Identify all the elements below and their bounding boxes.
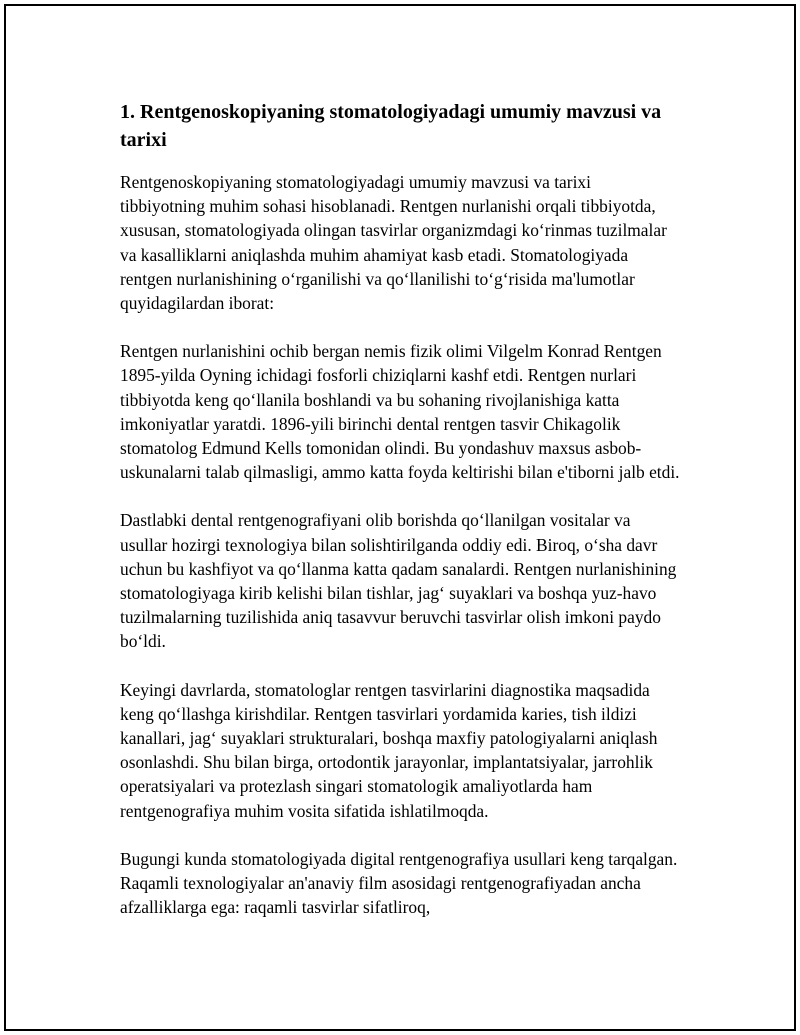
page-frame: [4, 4, 796, 1031]
paragraph-digital: Bugungi kunda stomatologiyada digital rentgenografiya usullari keng tarqalgan. Raqamli texnologiyalar an'anaviy film asosidagi rentgenografiyadan ancha afzalliklarga ega: raqamli tasvirlar sifatliroq,: [120, 848, 678, 918]
paragraph-early-methods: Dastlabki dental rentgenografiyani olib borishda qo‘llanilgan vositalar va usullar hozirgi texnologiya bilan solishtirilganda oddiy edi. Biroq, o‘sha davr uchun bu kashfiyot va qo‘llanma katta qadam sanalardi. Rentgen nurlanishining stomatologiyaga kirib kelishi bilan tishlar, jag‘ suyaklari va boshqa yuz-havo tuzilmalarning tuzilishida aniq tasavvur beruvchi tasvirlar olish imkoni paydo bo‘ldi.: [120, 510, 677, 652]
document-body: [120, 98, 700, 943]
paragraph-diagnostics: Keyingi davrlarda, stomatologlar rentgen tasvirlarini diagnostika maqsadida keng qo‘llashga kirishdilar. Rentgen tasvirlari yordamida karies, tish ildizi kanallari, jag‘ suyaklari strukturalari, boshqa maxfiy patologiyalarni aniqlash osonlashdi. Shu bilan birga, ortodontik jarayonlar, implantatsiyalar, jarrohlik operatsiyalari va protezlash singari stomatologik amaliyotlarda ham rentgenografiya muhim vosita sifatida ishlatilmoqda.: [120, 679, 658, 821]
paragraph-discovery: Rentgen nurlanishini ochib bergan nemis fizik olimi Vilgelm Konrad Rentgen 1895-yilda Oyning ichidagi fosforli chiziqlarni kashf etdi. Rentgen nurlari tibbiyotda keng qo‘llanila boshlandi va bu sohaning rivojlanishiga katta imkoniyatlar yaratdi. 1896-yili birinchi dental rentgen tasvir Chikagolik stomatolog Edmund Kells tomonidan olindi. Bu yondashuv maxsus asbob-uskunalarni talab qilmasligi, ammo katta foyda keltirishi bilan e'tiborni jalb etdi.: [120, 341, 680, 483]
paragraph-intro: Rentgenoskopiyaning stomatologiyadagi umumiy mavzusi va tarixi tibbiyotning muhim sohasi hisoblanadi. Rentgen nurlanishi orqali tibbiyotda, xususan, stomatologiyada olingan tasvirlar organizmdagi ko‘rinmas tuzilmalar va kasalliklarni aniqlashda muhim ahamiyat kasb etadi. Stomatologiyada rentgen nurlanishining o‘rganilishi va qo‘llanilishi to‘g‘risida ma'lumotlar quyidagilardan iborat:: [120, 172, 667, 314]
section-heading: 1. Rentgenoskopiyaning stomatologiyadagi umumiy mavzusi va tarixi: [120, 101, 662, 151]
